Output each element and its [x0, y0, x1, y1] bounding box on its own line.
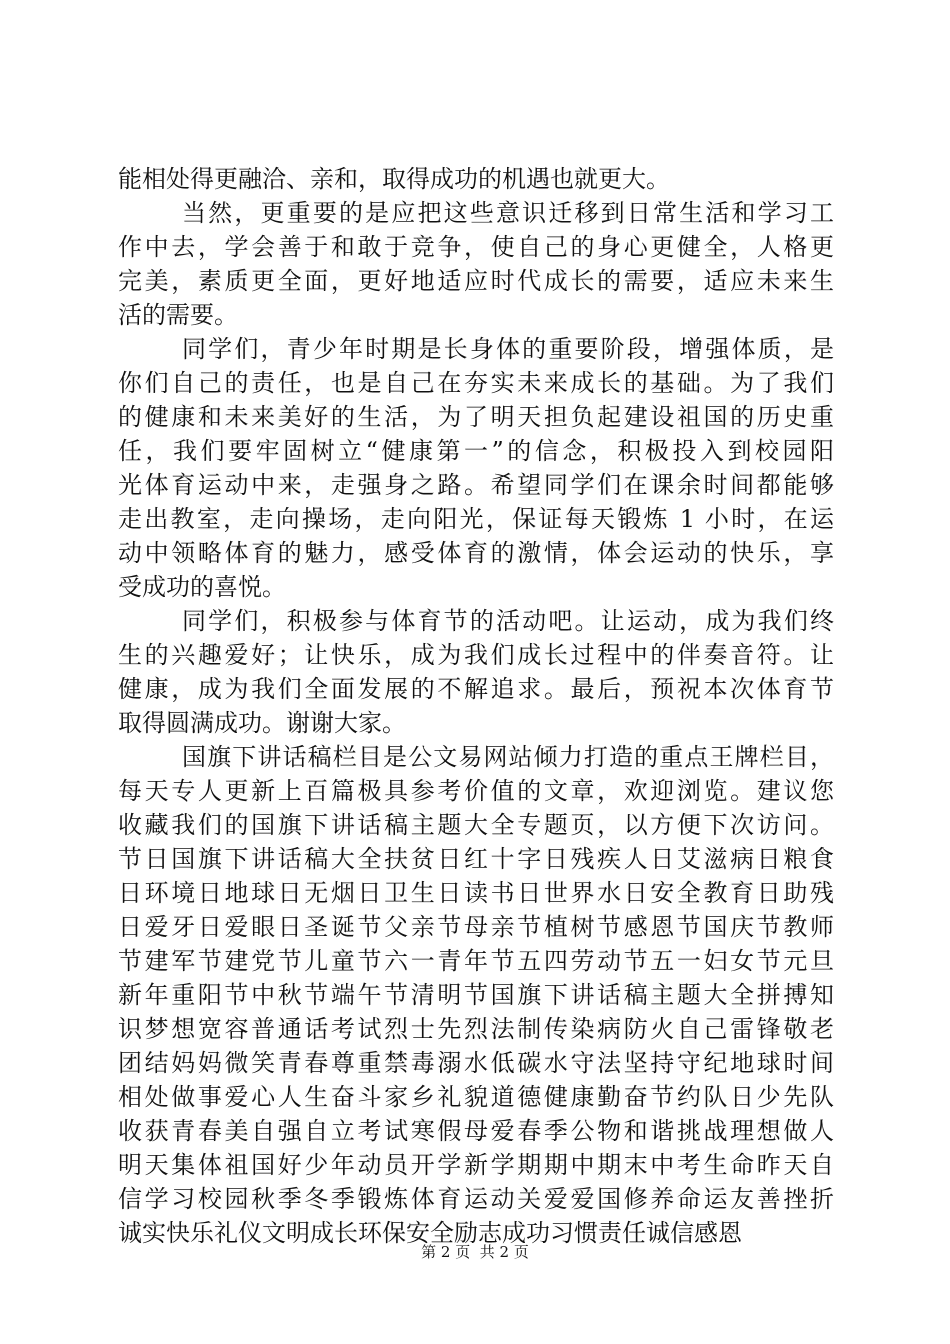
text-line: 团结妈妈微笑青春尊重禁毒溺水低碳水守法坚持守纪地球时间: [118, 1049, 834, 1077]
text-line: 节日国旗下讲话稿大全扶贫日红十字日残疾人日艾滋病日粮食: [118, 845, 834, 873]
text-line: 诚实快乐礼仪文明成长环保安全励志成功习惯责任诚信感恩: [118, 1219, 742, 1247]
text-line: 受成功的喜悦。: [118, 573, 286, 601]
text-line: 动中领略体育的魅力，感受体育的激情，体会运动的快乐，享: [118, 539, 834, 567]
text-line: 作中去，学会善于和敢于竞争，使自己的身心更健全，人格更: [118, 233, 834, 261]
text-line: 识梦想宽容普通话考试烈士先烈法制传染病防火自己雷锋敬老: [118, 1015, 834, 1043]
document-body: [118, 162, 834, 1250]
text-line: 的健康和未来美好的生活，为了明天担负起建设祖国的历史重: [118, 403, 834, 431]
text-line: 完美，素质更全面，更好地适应时代成长的需要，适应未来生: [118, 267, 834, 295]
page-footer: 第 2 页 共 2 页: [421, 1243, 529, 1261]
text-line: 收获青春美自强自立考试寒假母爱春季公物和谐挑战理想做人: [118, 1117, 834, 1145]
text-line: 相处做事爱心人生奋斗家乡礼貌道德健康勤奋节约队日少先队: [118, 1083, 834, 1111]
text-line: 光体育运动中来，走强身之路。希望同学们在课余时间都能够: [118, 471, 834, 499]
text-line: 明天集体祖国好少年动员开学新学期期中期末中考生命昨天自: [118, 1151, 834, 1179]
text-line: 当然，更重要的是应把这些意识迁移到日常生活和学习工: [182, 199, 834, 227]
text-line: 国旗下讲话稿栏目是公文易网站倾力打造的重点王牌栏目，: [182, 743, 834, 771]
text-line: 健康，成为我们全面发展的不解追求。最后，预祝本次体育节: [118, 675, 834, 703]
text-line: 同学们，积极参与体育节的活动吧。让运动，成为我们终: [182, 607, 834, 635]
text-line: 收藏我们的国旗下讲话稿主题大全专题页，以方便下次访问。: [118, 811, 834, 839]
text-line: 同学们，青少年时期是长身体的重要阶段，增强体质，是: [182, 335, 834, 363]
text-line: 任，我们要牢固树立“健康第一”的信念，积极投入到校园阳: [118, 437, 834, 465]
text-line: 取得圆满成功。谢谢大家。: [118, 709, 406, 737]
text-line: 活的需要。: [118, 301, 238, 329]
text-line: 日爱牙日爱眼日圣诞节父亲节母亲节植树节感恩节国庆节教师: [118, 913, 834, 941]
text-line: 生的兴趣爱好；让快乐，成为我们成长过程中的伴奏音符。让: [118, 641, 834, 669]
text-line: 新年重阳节中秋节端午节清明节国旗下讲话稿主题大全拼搏知: [118, 981, 834, 1009]
text-line: 走出教室，走向操场，走向阳光，保证每天锻炼 1 小时，在运: [118, 505, 834, 533]
text-line: 每天专人更新上百篇极具参考价值的文章，欢迎浏览。建议您: [118, 777, 834, 805]
text-line: 能相处得更融洽、亲和，取得成功的机遇也就更大。: [118, 165, 670, 193]
text-line: 信学习校园秋季冬季锻炼体育运动关爱爱国修养命运友善挫折: [118, 1185, 834, 1213]
text-line: 你们自己的责任，也是自己在夯实未来成长的基础。为了我们: [118, 369, 834, 397]
text-line: 节建军节建党节儿童节六一青年节五四劳动节五一妇女节元旦: [118, 947, 834, 975]
text-line: 日环境日地球日无烟日卫生日读书日世界水日安全教育日助残: [118, 879, 834, 907]
